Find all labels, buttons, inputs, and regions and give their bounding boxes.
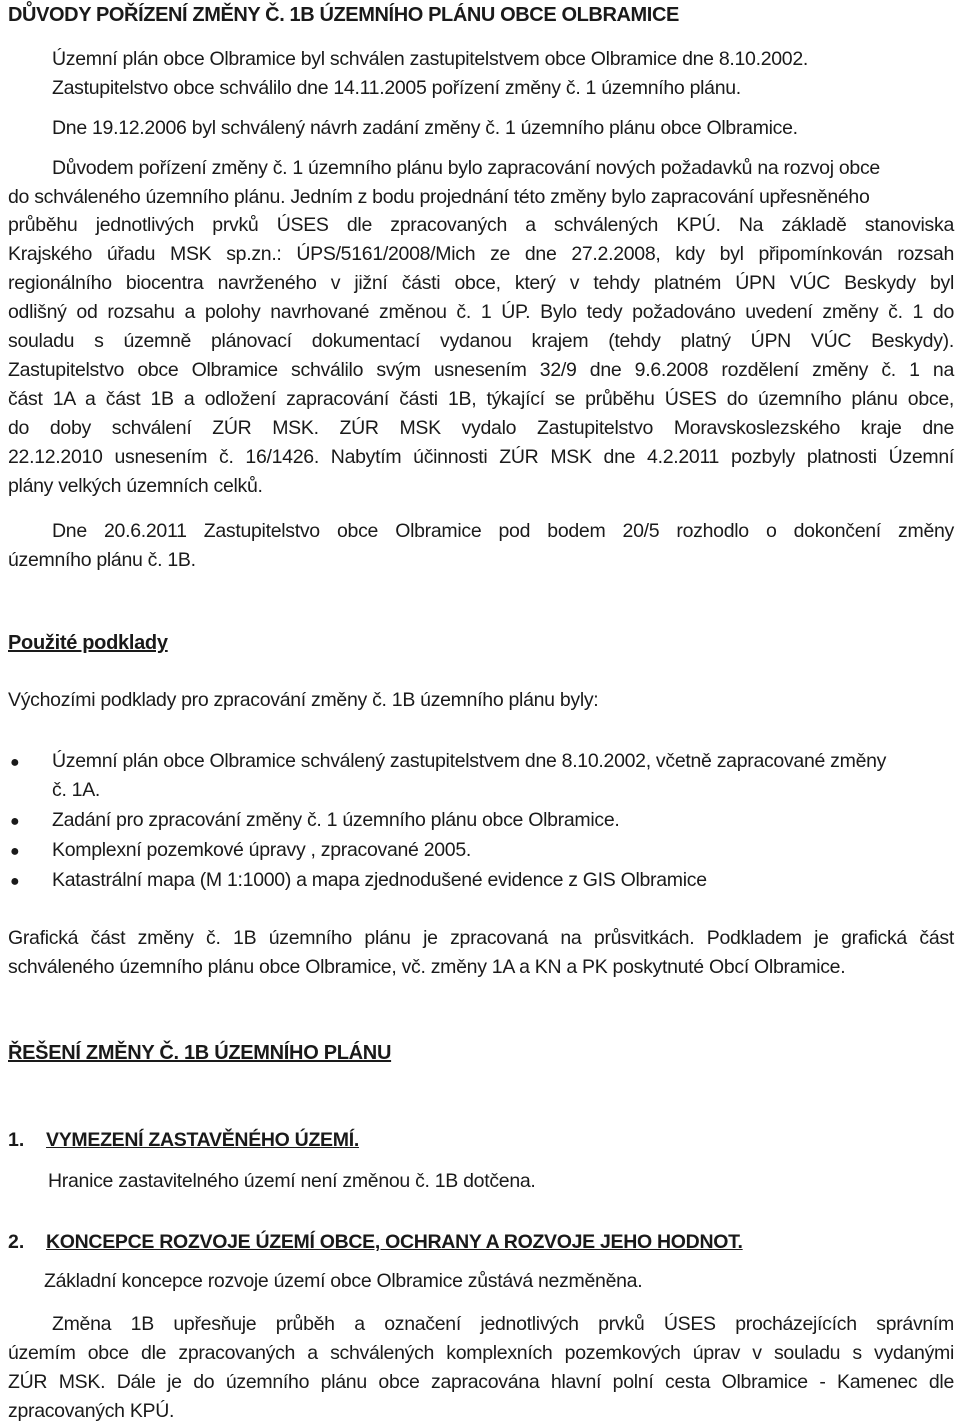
subsection-paragraph-line: Změna 1B upřesňuje průběh a označení jednotlivých prvků ÚSES procházejících správním [52, 1313, 954, 1335]
section-number: 1. [8, 1129, 25, 1151]
list-item: Komplexní pozemkové úpravy , zpracované 2005. [52, 839, 471, 861]
podklady-lead: Výchozími podklady pro zpracování změny č. 1B územního plánu byly: [8, 689, 599, 711]
subsection-paragraph-line: územím obce dle zpracovaných a schválených komplexních pozemkových úprav v souladu s vydanými [8, 1342, 954, 1364]
section-heading-reseni: ŘEŠENÍ ZMĚNY Č. 1B ÚZEMNÍHO PLÁNU [8, 1042, 392, 1064]
intro-line: plány velkých územních celků. [8, 475, 263, 497]
intro-line: do doby schválení ZÚR MSK. ZÚR MSK vydalo Zastupitelstvo Moravskoslezského kraje dne [8, 417, 954, 439]
section-heading-podklady: Použité podklady [8, 632, 168, 654]
decision-line: územního plánu č. 1B. [8, 549, 196, 571]
intro-line: 22.12.2010 usnesením č. 16/1426. Nabytím účinnosti ZÚR MSK dne 4.2.2011 pozbyly platnosti Územní [8, 446, 954, 468]
intro-line: Územní plán obce Olbramice byl schválen zastupitelstvem obce Olbramice dne 8.10.2002. [52, 48, 808, 70]
intro-line: Dne 19.12.2006 byl schválený návrh zadání změny č. 1 územního plánu obce Olbramice. [52, 117, 798, 139]
subsection-text: Základní koncepce rozvoje území obce Olbramice zůstává nezměněna. [44, 1270, 643, 1292]
intro-line: část 1A a část 1B a odložení zapracování části 1B, týkající se průběhu ÚSES do územního plánu obce, [8, 388, 954, 410]
grafika-line: Grafická část změny č. 1B územního plánu je zpracovaná na průsvitkách. Podkladem je grafická část [8, 927, 954, 949]
bullet-icon: ● [10, 813, 20, 830]
subsection-title: VYMEZENÍ ZASTAVĚNÉHO ÚZEMÍ. [46, 1129, 359, 1151]
list-item: Katastrální mapa (M 1:1000) a mapa zjednodušené evidence z GIS Olbramice [52, 869, 707, 891]
list-item: Územní plán obce Olbramice schválený zastupitelstvem dne 8.10.2002, včetně zapracované změny [52, 750, 887, 772]
intro-line: Krajského úřadu MSK sp.zn.: ÚPS/5161/2008/Mich ze dne 27.2.2008, kdy byl připomínkován rozsah [8, 243, 954, 265]
intro-line: souladu s územně plánovací dokumentací vydanou krajem (tehdy platný ÚPN VÚC Beskydy). [8, 330, 954, 352]
bullet-icon: ● [10, 873, 20, 890]
subsection-paragraph-line: ZÚR MSK. Dále je do územního plánu obce zapracována hlavní polní cesta Olbramice - Kamenec dle [8, 1371, 954, 1393]
list-item-continuation: č. 1A. [52, 779, 101, 801]
intro-line: Zastupitelstvo obce schválilo dne 14.11.2005 pořízení změny č. 1 územního plánu. [52, 77, 741, 99]
subsection-paragraph-line: zpracovaných KPÚ. [8, 1400, 175, 1422]
intro-line: do schváleného územního plánu. Jedním z bodu projednání této změny bylo zapracování upřesněného [8, 186, 870, 208]
intro-line: odlišný od rozsahu a polohy navrhované změnou č. 1 ÚP. Bylo tedy požadováno uvedení změny č. 1 do [8, 301, 954, 323]
bullet-icon: ● [10, 843, 20, 860]
decision-line: Dne 20.6.2011 Zastupitelstvo obce Olbramice pod bodem 20/5 rozhodlo o dokončení změny [52, 520, 954, 542]
subsection-title: KONCEPCE ROZVOJE ÚZEMÍ OBCE, OCHRANY A ROZVOJE JEHO HODNOT. [46, 1231, 743, 1253]
intro-line: Zastupitelstvo obce Olbramice schválilo svým usnesením 32/9 dne 9.6.2008 rozdělení změny č. 1 na [8, 359, 954, 381]
section-number: 2. [8, 1231, 25, 1253]
intro-line: průběhu jednotlivých prvků ÚSES dle zpracovaných a schválených KPÚ. Na základě stanoviska [8, 214, 954, 236]
grafika-line: schváleného územního plánu obce Olbramice, vč. změny 1A a KN a PK poskytnuté Obcí Olbramice. [8, 956, 846, 978]
document-title: DŮVODY POŘÍZENÍ ZMĚNY Č. 1B ÚZEMNÍHO PLÁNU OBCE OLBRAMICE [8, 4, 679, 26]
subsection-text: Hranice zastavitelného území není změnou č. 1B dotčena. [48, 1170, 536, 1192]
bullet-icon: ● [10, 754, 20, 771]
list-item: Zadání pro zpracování změny č. 1 územního plánu obce Olbramice. [52, 809, 620, 831]
intro-line: Důvodem pořízení změny č. 1 územního plánu bylo zapracování nových požadavků na rozvoj obce [52, 157, 880, 179]
intro-line: regionálního biocentra navrženého v jižní části obce, který v tehdy platném ÚPN VÚC Beskydy byl [8, 272, 954, 294]
